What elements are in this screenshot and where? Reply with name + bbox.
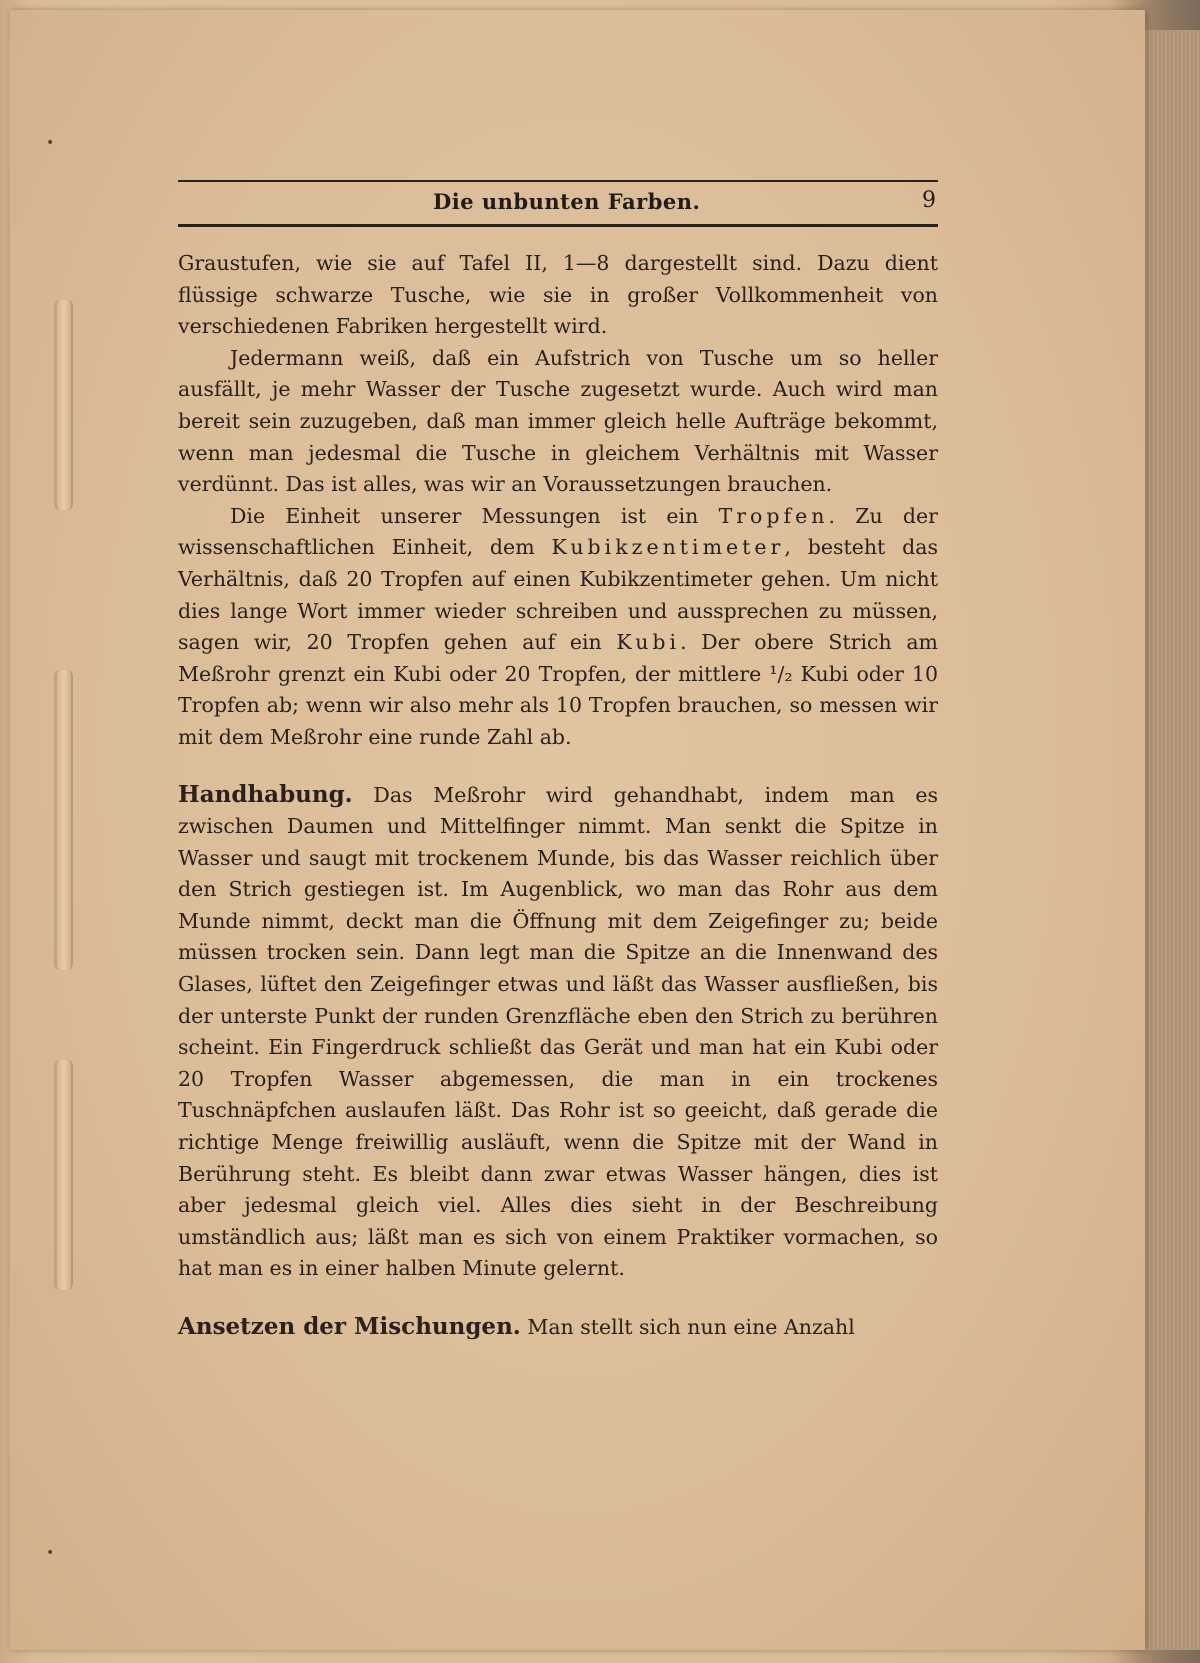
page-number: 9: [922, 188, 936, 213]
binding-stitch: [54, 1060, 73, 1290]
spaced-term: Kubi: [616, 630, 681, 655]
paragraph-3: [178, 501, 938, 754]
binding-stitch: [54, 670, 73, 970]
paragraph-4-text: Das Meßrohr wird gehandhabt, indem man es zwischen Daumen und Mittelfinger nimmt. Man senkt die Spitze in Wasser und saugt mit trockenem Munde, bis das Wasser reichlich über den Strich gestiegen ist. Im Augenblick, wo man das Rohr aus dem Munde nimmt, deckt man die Öffnung mit dem Zeigefinger zu; beide müssen trocken sein. Dann legt man die Spitze an die Innenwand des Glases, lüftet den Zeigefinger etwas und läßt das Wasser ausfließen, bis der unterste Punkt der runden Grenzfläche eben den Strich zu berühren scheint. Ein Fingerdruck schließt das Gerät und man hat ein Kubi oder 20 Tropfen Wasser abgemessen, die man in ein trockenes Tuschnäpfchen auslaufen läßt. Das Rohr ist so geeicht, daß gerade die richtige Menge freiwillig ausläuft, wenn die Spitze mit der Wand in Berührung steht. Es bleibt dann zwar etwas Wasser hängen, dies ist aber jedesmal gleich viel. Alles dies sieht in der Beschreibung umständlich aus; läßt man es sich von einem Praktiker vormachen, so hat man es in einer halben Minute gelernt.: [178, 782, 938, 1281]
paragraph-5-text: Man stellt sich nun eine Anzahl: [520, 1315, 855, 1339]
running-title: Die unbunten Farben.: [433, 189, 701, 214]
section-heading: Ansetzen der Mischungen.: [178, 1313, 521, 1340]
paragraph-5: [178, 1311, 938, 1344]
binding-stitch: [54, 300, 73, 510]
paragraph-4: [178, 779, 938, 1286]
binding-mark: •: [46, 135, 55, 151]
section-heading: Handhabung.: [178, 780, 353, 808]
running-header: [178, 180, 938, 227]
book-page: [10, 10, 1145, 1650]
body-text: [178, 248, 938, 1344]
page-edges: [1140, 30, 1200, 1650]
binding-mark: •: [46, 1545, 55, 1561]
paragraph-1: Graustufen, wie sie auf Tafel II, 1—8 dargestellt sind. Dazu dient flüssige schwarze Tusche, wie sie in großer Vollkommenheit von verschiedenen Fabriken hergestellt wird.: [178, 251, 938, 339]
paragraph-3-text: . Zu der wissenschaftlichen Einheit, dem: [178, 503, 938, 560]
paragraph-3-text: Die Einheit unserer Messungen ist ein: [230, 503, 719, 528]
paragraph-3-text: . Der obere Strich am Meßrohr grenzt ein Kubi oder 20 Tropfen, der mittlere ¹/₂ Kubi oder 10 Tropfen ab; wenn wir also mehr als 10 Tropfen brauchen, so messen wir mit dem Meßrohr eine runde Zahl ab.: [178, 630, 938, 749]
paragraph-3-text: , besteht das Verhältnis, daß 20 Tropfen auf einen Kubikzentimeter gehen. Um nicht dies lange Wort immer wieder schreiben und aussprechen zu müssen, sagen wir, 20 Tropfen gehen auf ein: [178, 535, 938, 655]
paragraph-2: Jedermann weiß, daß ein Aufstrich von Tusche um so heller ausfällt, je mehr Wasser der Tusche zugesetzt wurde. Auch wird man bereit sein zuzugeben, daß man immer gleich helle Aufträge bekommt, wenn man jedesmal die Tusche in gleichem Verhältnis mit Wasser verdünnt. Das ist alles, was wir an Voraussetzungen brauchen.: [178, 345, 938, 497]
spaced-term: Kubikzentimeter: [551, 535, 785, 560]
spaced-term: Tropfen: [718, 503, 829, 528]
